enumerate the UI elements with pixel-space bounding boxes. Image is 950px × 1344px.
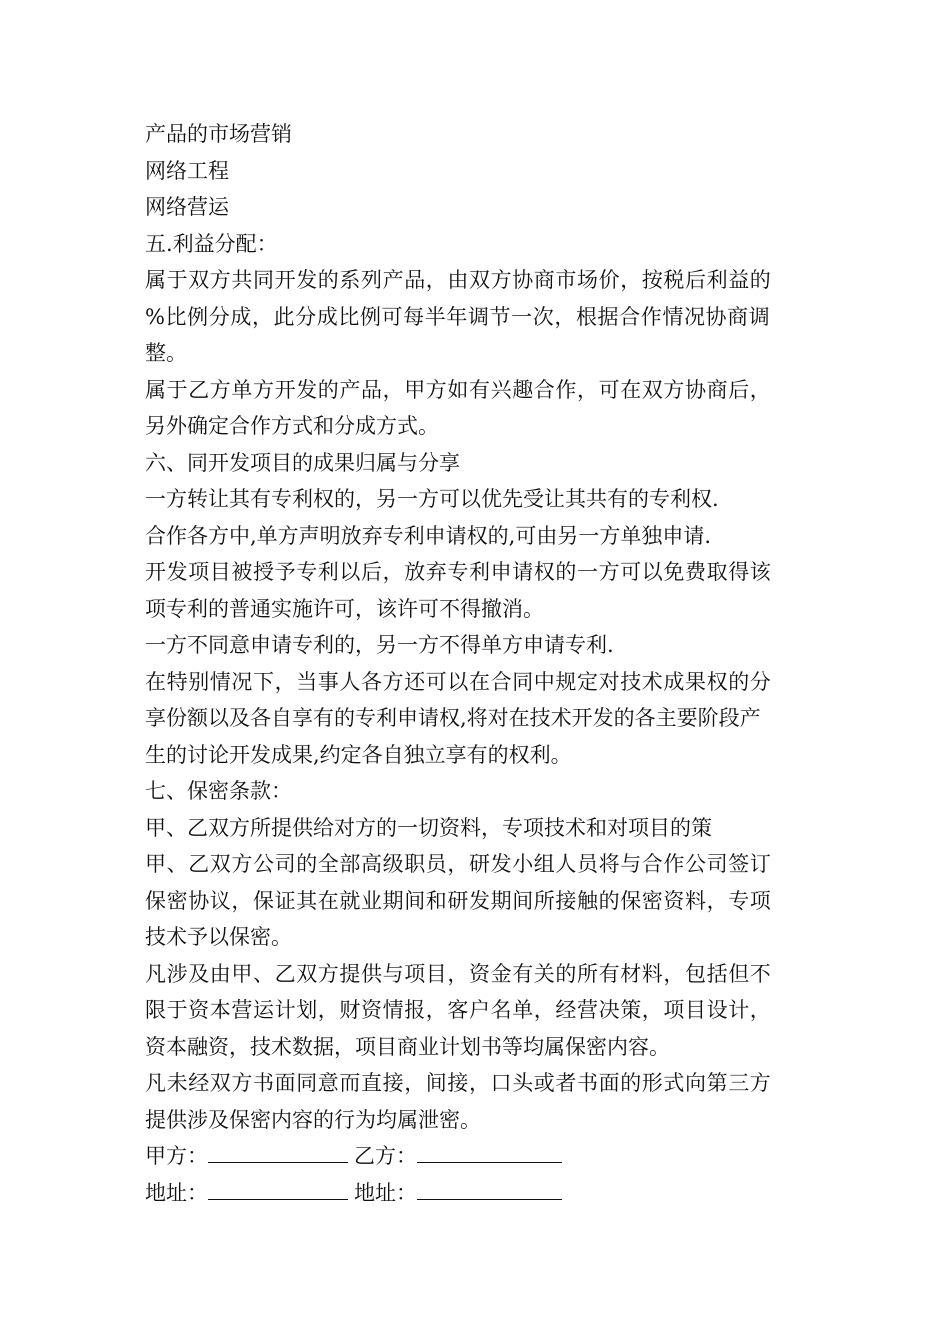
signature-address-row xyxy=(145,1175,810,1212)
text-line: 凡涉及由甲、乙双方提供与项目，资金有关的所有材料，包括但不 xyxy=(145,961,772,986)
section-heading: 六、同开发项目的成果归属与分享 xyxy=(145,450,460,475)
text-line: 提供涉及保密内容的行为均属泄密。 xyxy=(145,1107,481,1132)
party-a-blank xyxy=(208,1140,348,1163)
section-heading: 七、保密条款： xyxy=(145,779,292,803)
text-line: %比例分成，此分成比例可每半年调节一次，根据合作情况协商调 xyxy=(145,304,771,329)
text-line: 合作各方中,单方声明放弃专利申请权的,可由另一方单独申请. xyxy=(145,523,712,548)
text-line: 一方转让其有专利权的，另一方可以优先受让其共有的专利权. xyxy=(145,487,719,511)
text-line: 属于乙方单方开发的产品，甲方如有兴趣合作，可在双方协商后， xyxy=(145,377,772,402)
text-line: 在特别情况下，当事人各方还可以在合同中规定对技术成果权的分 xyxy=(145,669,772,694)
text-line: 享份额以及各自享有的专利申请权,将对在技术开发的各主要阶段产 xyxy=(145,706,761,730)
text-line: 保密协议，保证其在就业期间和研发期间所接触的保密资料，专项 xyxy=(145,888,772,913)
party-b-blank xyxy=(417,1140,562,1163)
address-b-label: 地址： xyxy=(354,1180,417,1205)
party-b-label: 乙方： xyxy=(354,1144,417,1168)
text-line: 技术予以保密。 xyxy=(145,925,292,949)
text-line: 项专利的普通实施许可，该许可不得撤消。 xyxy=(145,596,544,621)
text-line: 网络营运 xyxy=(145,195,229,219)
text-line: 属于双方共同开发的系列产品，由双方协商市场价，按税后利益的 xyxy=(145,268,772,292)
text-line: 生的讨论开发成果,约定各自独立享有的权利。 xyxy=(145,742,572,767)
document-body xyxy=(145,116,810,1211)
text-line: 网络工程 xyxy=(145,158,229,183)
signature-party-row xyxy=(145,1138,810,1175)
text-line: 资本融资，技术数据，项目商业计划书等均属保密内容。 xyxy=(145,1034,670,1059)
text-line: 限于资本营运计划，财资情报，客户名单，经营决策，项目设计， xyxy=(145,998,772,1022)
text-line: 甲、乙双方所提供给对方的一切资料，专项技术和对项目的策 xyxy=(145,815,712,840)
party-a-label: 甲方： xyxy=(145,1144,208,1168)
address-a-blank xyxy=(208,1177,348,1200)
text-line: 产品的市场营销 xyxy=(145,122,292,146)
text-line: 另外确定合作方式和分成方式。 xyxy=(145,414,439,438)
text-line: 一方不同意申请专利的，另一方不得单方申请专利. xyxy=(145,633,614,657)
text-line: 甲、乙双方公司的全部高级职员，研发小组人员将与合作公司签订 xyxy=(145,852,772,876)
text-line: 开发项目被授予专利以后，放弃专利申请权的一方可以免费取得该 xyxy=(145,560,772,584)
address-a-label: 地址： xyxy=(145,1180,208,1205)
text-line: 凡未经双方书面同意而直接，间接，口头或者书面的形式向第三方 xyxy=(145,1071,772,1095)
text-line: 整。 xyxy=(145,341,187,365)
section-heading: 五.利益分配： xyxy=(145,231,278,256)
address-b-blank xyxy=(417,1177,562,1200)
